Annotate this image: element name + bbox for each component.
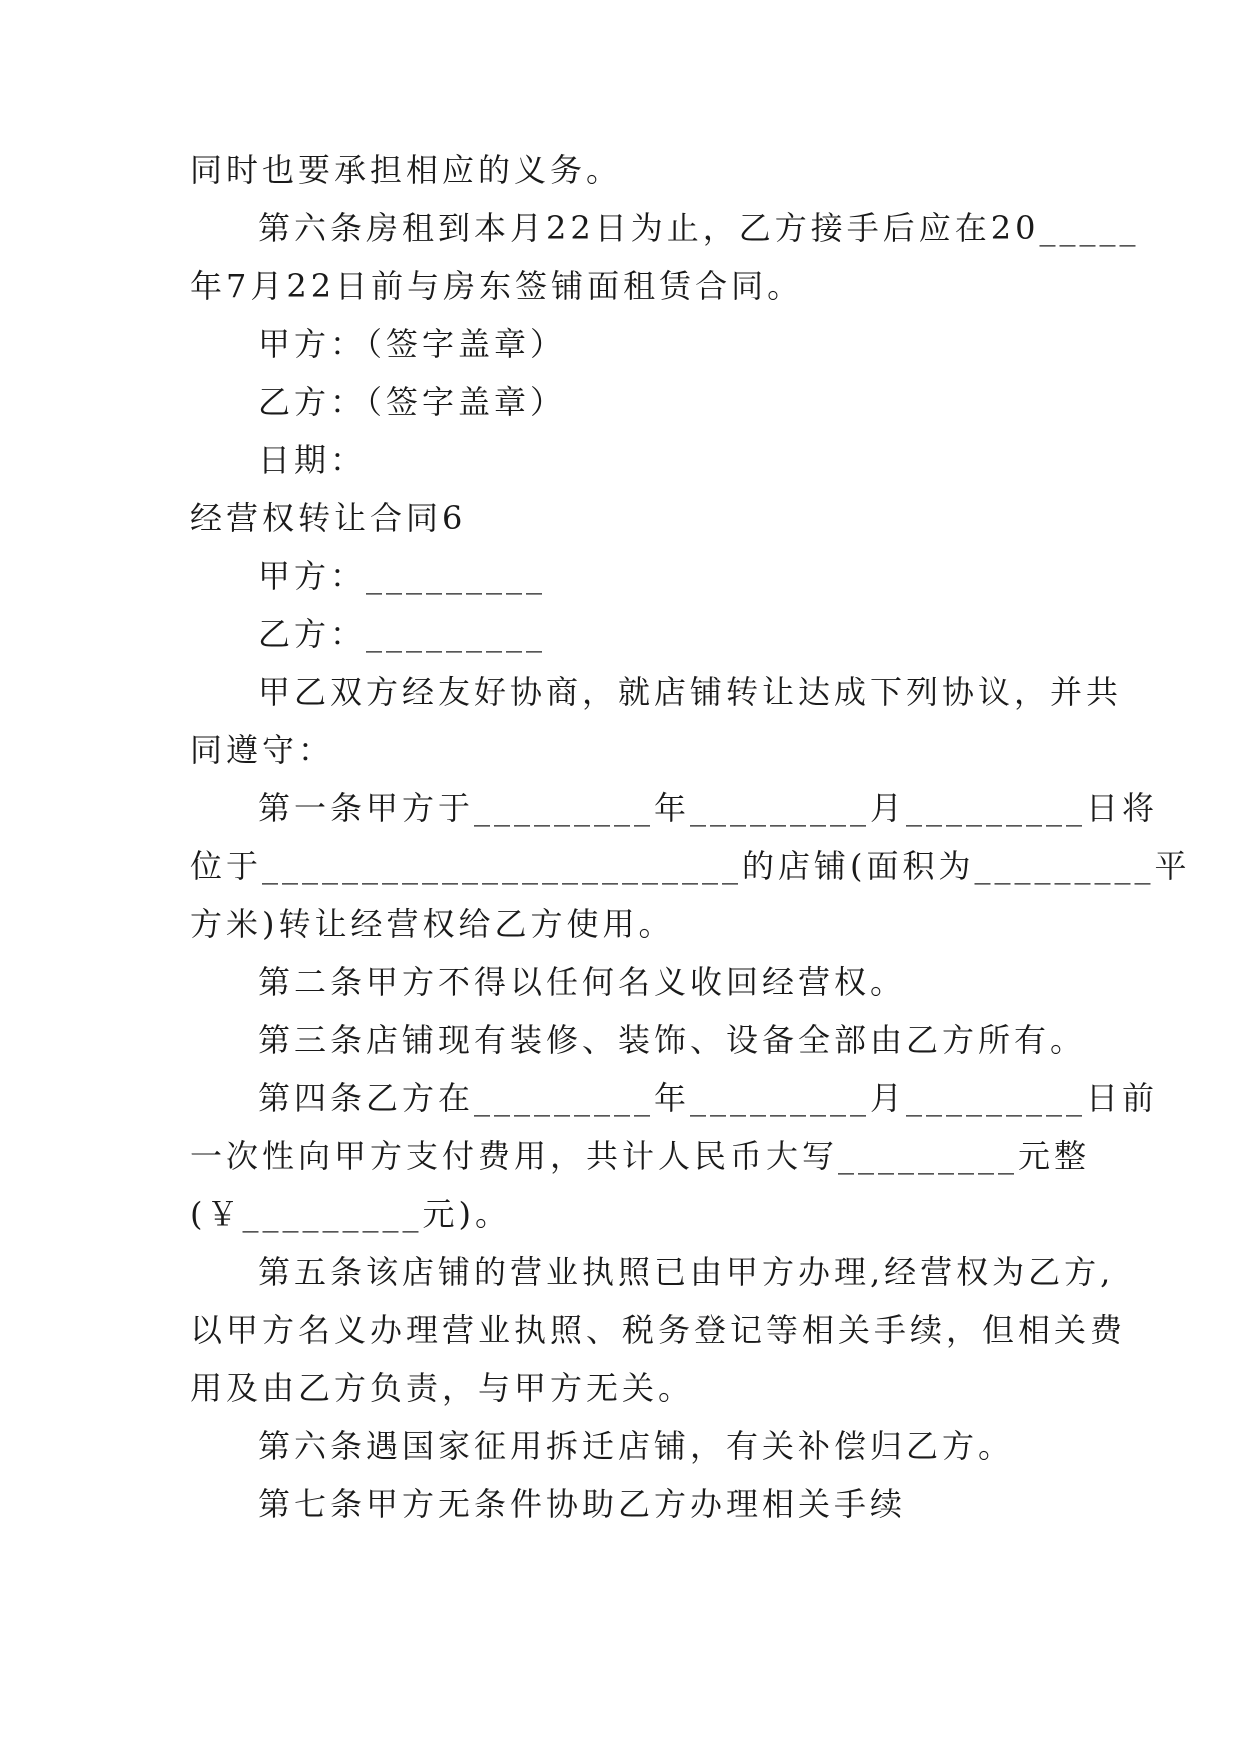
paragraph-line: 第六条房租到本月22日为止，乙方接手后应在20_____ [258, 209, 1140, 247]
paragraph-line: 第二条甲方不得以任何名义收回经营权。 [258, 963, 907, 1001]
paragraph-line: 用及由乙方负责，与甲方无关。 [190, 1369, 695, 1407]
paragraph-line: (￥_________元)。 [190, 1195, 511, 1233]
paragraph-line: 年7月22日前与房东签铺面租赁合同。 [190, 267, 804, 305]
contract-title: 经营权转让合同6 [190, 499, 467, 537]
paragraph-line: 第五条该店铺的营业执照已由甲方办理,经营权为乙方, [258, 1253, 1115, 1291]
paragraph-line: 以甲方名义办理营业执照、税务登记等相关手续，但相关费 [190, 1311, 1127, 1349]
signature-line-party-b: 乙方：（签字盖章） [258, 383, 567, 421]
paragraph-line: 一次性向甲方支付费用，共计人民币大写_________元整 [190, 1137, 1091, 1175]
paragraph-line: 方米)转让经营权给乙方使用。 [190, 905, 675, 943]
paragraph-line: 位于________________________的店铺(面积为_________平 [190, 847, 1191, 885]
party-a-line: 甲方：_________ [258, 557, 547, 595]
date-line: 日期： [258, 441, 367, 479]
paragraph-line: 第六条遇国家征用拆迁店铺，有关补偿归乙方。 [258, 1427, 1015, 1465]
paragraph-line: 甲乙双方经友好协商，就店铺转让达成下列协议，并共 [258, 673, 1123, 711]
paragraph-line: 同时也要承担相应的义务。 [190, 151, 623, 189]
paragraph-line: 第一条甲方于_________年_________月_________日将 [258, 789, 1159, 827]
paragraph-line: 第七条甲方无条件协助乙方办理相关手续 [258, 1485, 907, 1523]
party-b-line: 乙方：_________ [258, 615, 547, 653]
paragraph-line: 同遵守： [190, 731, 335, 769]
signature-line-party-a: 甲方：（签字盖章） [258, 325, 567, 363]
paragraph-line: 第三条店铺现有装修、装饰、设备全部由乙方所有。 [258, 1021, 1087, 1059]
paragraph-line: 第四条乙方在_________年_________月_________日前 [258, 1079, 1159, 1117]
